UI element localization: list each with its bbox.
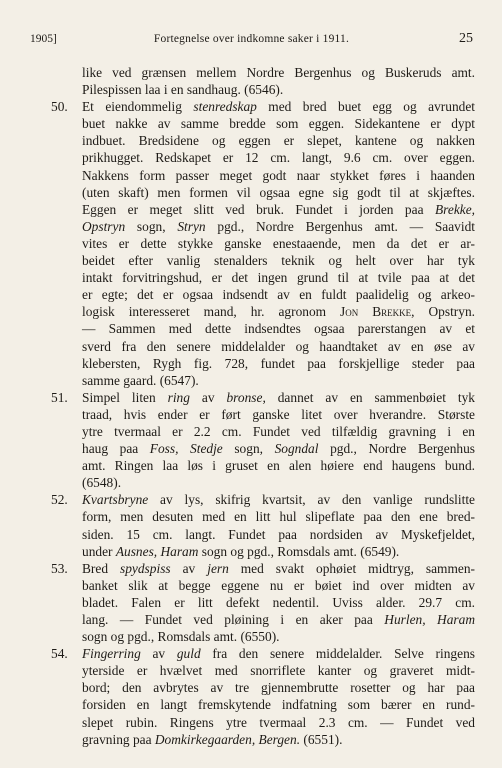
text-line [51, 491, 475, 508]
text-line [82, 218, 475, 235]
text-line [82, 201, 475, 218]
text-run: slepet rubin. Ringens ytre tvermaal 2.3 cm. — Fundet ved [82, 714, 475, 730]
text-line [51, 98, 475, 115]
catalogue-entry [51, 645, 475, 748]
text-line [82, 355, 475, 372]
italic-text: Kvartsbryne [82, 492, 149, 508]
text-run: intakt forvitringshud, er det ingen grund til at tvile paa at det [82, 270, 475, 286]
text-line [82, 167, 475, 184]
text-line [51, 645, 475, 662]
italic-text: Opstryn [82, 218, 126, 234]
text-run: traad, hvis ender er ført ganske litet over hverandre. Største [82, 406, 475, 422]
text-run: — Sammen med dette indsendtes ogsaa parerstangen av et [82, 321, 475, 337]
text-line [82, 149, 475, 166]
text-run: med bred buet egg og avrundet [256, 99, 475, 115]
text-run: sogn og pgd., Romsdals amt. (6550). [82, 629, 280, 645]
text-run: prikhugget. Redskapet er 12 cm. langt, 9.6 cm. over eggen. [82, 150, 475, 166]
text-run: (uten skaft) men formen vil ogsaa egne sig godt til at skjæftes. [82, 184, 475, 200]
text-run: sverd fra den senere middelalder og haandtaket av en øse av [82, 338, 475, 354]
text-run: lang. — Fundet ved pløining i en aker paa [82, 612, 385, 627]
text-line [82, 611, 475, 628]
text-run: vites er dette stykke ganske enestaaende, men da det er ar- [82, 235, 475, 251]
text-run: like ved grænsen mellem Nordre Bergenhus og Buskeruds amt. [82, 65, 475, 80]
text-run: bladet. Falen er litt defekt nedentil. Uviss alder. 29.7 cm. [82, 594, 475, 610]
italic-text: ring [167, 389, 190, 405]
text-line [82, 252, 475, 269]
text-run: Bred [82, 560, 121, 576]
text-run: samme gaard. (6547). [82, 372, 199, 388]
italic-text: Hurlen, Haram [384, 612, 476, 627]
text-line [82, 423, 475, 440]
text-run: Nakkens form passer meget godt naar stykket føres i haanden [82, 167, 475, 183]
text-run: forsiden en langt fremskytende indfatning som bærer en rund- [82, 697, 475, 713]
italic-text: Sogndal [274, 441, 319, 457]
catalogue-entry [51, 389, 475, 492]
text-run: av [140, 646, 177, 662]
entry-number: 53. [51, 560, 68, 576]
text-line [82, 696, 475, 713]
italic-text: Foss, Stedje [149, 441, 223, 457]
text-run: av [189, 389, 227, 405]
catalogue-entry [51, 560, 476, 645]
italic-text: Stryn [177, 218, 206, 234]
italic-text: jern [207, 560, 229, 576]
small-caps-name: Jon Brekke [340, 304, 412, 320]
text-line [82, 662, 475, 679]
text-line [82, 628, 475, 645]
text-run: sogn og pgd., Romsdals amt. (6549). [198, 543, 400, 559]
text-run: , Opstryn. [411, 304, 475, 320]
text-run: Simpel liten [82, 389, 168, 405]
page-number: 25 [459, 31, 473, 46]
text-run: er egte; det er ogsaa indsendt av en fuldt paalidelig og arkeo- [82, 287, 475, 303]
text-line [82, 714, 475, 731]
entry-number: 52. [51, 492, 68, 508]
text-run: av lys, skifrig kvartsit, av den vanlige rundslitte [148, 492, 475, 508]
text-run: sogn, [125, 218, 178, 234]
running-header [30, 33, 473, 51]
text-run: logisk interesseret mand, hr. agronom [82, 304, 341, 320]
text-run: Et eiendommelig [82, 99, 194, 115]
text-run: fra den senere middelalder. Selve ringens [200, 646, 475, 662]
text-line [82, 594, 475, 611]
text-run: form, men desuten med en litt hul slipeflate paa den ene bred- [82, 509, 475, 525]
text-run: beidet efter vanlig stenalders teknik og helt over har tyk [82, 253, 475, 269]
text-run: haug paa [82, 441, 150, 457]
text-line [82, 338, 475, 355]
text-run: klebersten, Rygh fig. 728, fundet paa forskjellige steder paa [82, 355, 475, 371]
entry-number: 51. [51, 389, 68, 405]
header-year: 1905] [30, 33, 57, 45]
text-line [51, 389, 475, 406]
text-line [82, 286, 475, 303]
text-line [82, 64, 475, 81]
text-line [82, 81, 475, 98]
catalogue-entry [82, 64, 475, 98]
text-line [82, 372, 475, 389]
text-line [82, 303, 475, 320]
italic-text: Brekke, [434, 201, 475, 217]
text-line [82, 526, 475, 543]
text-run: buet nakke av samme bredde som eggen. Sidekantene er dypt [82, 116, 475, 132]
text-run: Eggen er meget slitt ved bruk. Fundet i jorden paa [82, 201, 435, 217]
entry-number: 54. [51, 646, 68, 662]
entry-number: 50. [51, 99, 68, 115]
text-run: pgd., Nordre Bergenhus amt. — Saavidt [205, 218, 475, 234]
text-line [82, 184, 475, 201]
catalogue-entry [51, 98, 475, 389]
catalogue-entry [51, 491, 475, 559]
text-run: av [170, 560, 208, 576]
text-run: bord; den avbrytes av tre gjennembrutte rosetter og har paa [82, 680, 475, 696]
italic-text: spydspiss [120, 560, 171, 576]
text-run: amt. Ringen laa løs i gruset en alen høiere end haugens bund. [82, 458, 475, 474]
italic-text: Ausnes, Haram [115, 543, 199, 559]
text-line [82, 440, 475, 457]
text-run: dannet av en sammenbøiet tyk [265, 389, 475, 405]
text-run: Pilespissen laa i en sandhaug. (6546). [82, 82, 284, 98]
text-line [82, 474, 475, 491]
text-run: ytre tvermaal er 2.2 cm. Fundet ved tilfældig gravning i en [82, 423, 475, 439]
text-line [82, 457, 475, 474]
text-line [82, 132, 475, 149]
italic-text: Domkirkegaarden, Bergen. [154, 731, 301, 747]
text-run: (6551). [300, 731, 343, 747]
text-line [82, 731, 475, 748]
text-line [82, 543, 475, 560]
text-run: banket slik at begge eggene nu er bøiet ind over midten av [82, 577, 475, 593]
text-run: siden. 15 cm. langt. Fundet paa nordsiden av Myskefjeldet, [82, 526, 475, 542]
text-line [82, 679, 475, 696]
text-run: gravning paa [82, 731, 155, 747]
text-run: pgd., Nordre Bergenhus [318, 441, 475, 457]
text-run: yterside er hvælvet med snorriflete kanter og graveret midt- [82, 663, 475, 679]
text-line [82, 235, 475, 252]
text-line [82, 508, 475, 525]
text-run: under [82, 543, 116, 559]
text-line [51, 560, 475, 577]
italic-text: guld [176, 646, 201, 662]
text-line [82, 406, 475, 423]
text-line [82, 269, 475, 286]
text-line [82, 577, 475, 594]
italic-text: Fingerring [82, 646, 141, 662]
text-run: sogn, [222, 441, 275, 457]
italic-text: bronse, [226, 389, 266, 405]
header-title: Fortegnelse over indkomne saker i 1911. [153, 33, 350, 45]
text-run: indbuet. Bredsidene og eggen er slepet, kantene og nakken [82, 133, 475, 149]
text-line [82, 115, 475, 132]
italic-text: stenredskap [193, 99, 257, 115]
text-run: (6548). [82, 475, 122, 491]
catalogue-entries [51, 64, 476, 748]
text-line [82, 320, 475, 337]
text-run: med svakt ophøiet midtryg, sammen- [228, 560, 475, 576]
